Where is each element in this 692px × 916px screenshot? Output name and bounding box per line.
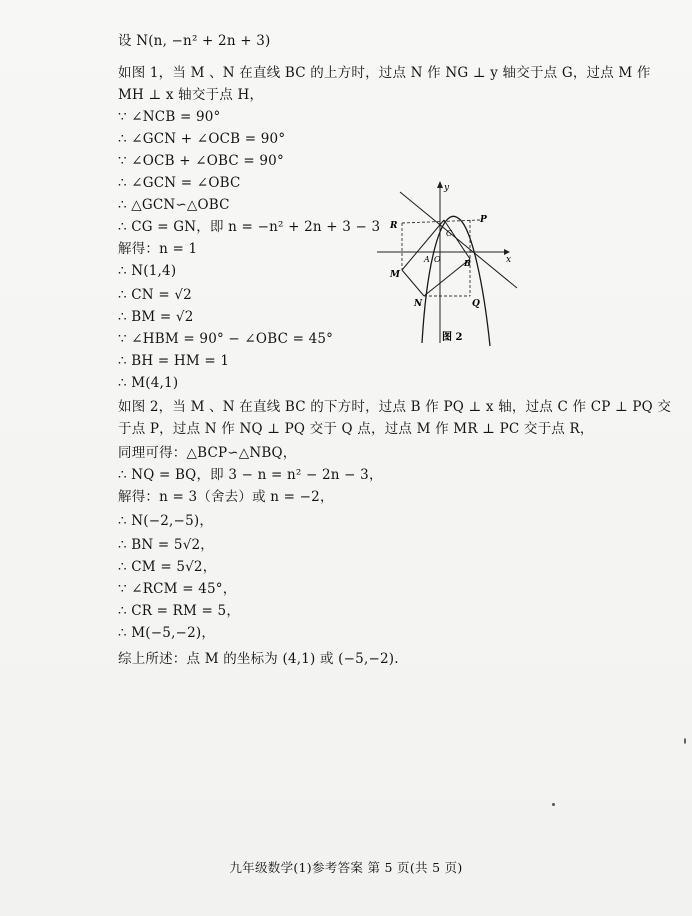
text-line: ∴ M(−5,−2)， (118, 625, 216, 641)
text-line: ∴ N(1,4) (118, 263, 177, 279)
text-line: MH ⊥ x 轴交于点 H， (118, 87, 264, 103)
y-axis-arrow (437, 181, 443, 188)
text-line: ∵ ∠RCM = 45°， (118, 581, 237, 597)
text-line: 设 N(n, −n² + 2n + 3) (118, 33, 271, 49)
text-line: ∴ BM = √2 (118, 309, 194, 325)
label-m: M (390, 270, 400, 280)
label-q: Q (472, 299, 480, 309)
text-line: ∴ BH = HM = 1 (118, 353, 230, 369)
line-mn (402, 270, 424, 296)
label-c: C (446, 229, 453, 238)
text-line: 同理可得：△BCP∽△NBQ， (118, 445, 297, 461)
text-line: 解得：n = 3（舍去）或 n = −2， (118, 489, 334, 505)
text-line: 于点 P，过点 N 作 NQ ⊥ PQ 交于 Q 点，过点 M 作 MR ⊥ PC 交于点 R， (118, 421, 594, 437)
text-line: 如图 1，当 M 、N 在直线 BC 的上方时，过点 N 作 NG ⊥ y 轴交于点 G，过点 M 作 (118, 65, 651, 81)
text-line: 综上所述：点 M 的坐标为 (4,1) 或 (−5,−2). (118, 651, 399, 667)
text-line: ∴ BN = 5√2， (118, 537, 214, 553)
scan-speck (552, 803, 555, 806)
text-line: ∵ ∠NCB = 90° (118, 109, 221, 125)
label-p: P (480, 215, 487, 225)
line-cb (444, 220, 470, 259)
label-b: B (464, 258, 471, 268)
text-line: 解得：n = 1 (118, 241, 198, 257)
label-x: x (506, 255, 512, 265)
line-through-b (400, 192, 517, 288)
text-line: ∴ CG = GN，即 n = −n² + 2n + 3 − 3 (118, 219, 381, 235)
scan-speck (684, 738, 686, 744)
text-line: ∴ ∠GCN + ∠OCB = 90° (118, 131, 286, 147)
text-line: ∴ NQ = BQ，即 3 − n = n² − 2n − 3， (118, 467, 383, 483)
parabola-curve (422, 216, 490, 346)
label-y: y (444, 183, 450, 193)
text-line: ∵ ∠HBM = 90° − ∠OBC = 45° (118, 331, 334, 347)
text-line: ∴ CN = √2 (118, 287, 192, 303)
figure-caption: 图 2 (442, 332, 463, 343)
geometry-figure (372, 178, 522, 353)
text-line: ∵ ∠OCB + ∠OBC = 90° (118, 153, 284, 169)
page-footer: 九年级数学(1)参考答案 第 5 页(共 5 页) (229, 860, 463, 875)
dashed-rp (402, 220, 480, 223)
text-line: ∴ M(4,1) (118, 375, 179, 391)
text-line: ∴ ∠GCN = ∠OBC (118, 175, 241, 191)
text-line: ∴ CR = RM = 5， (118, 603, 241, 619)
text-line: ∴ △GCN∽△OBC (118, 197, 230, 213)
text-line: ∴ N(−2,−5)， (118, 513, 214, 529)
text-line: 如图 2，当 M 、N 在直线 BC 的下方时，过点 B 作 PQ ⊥ x 轴，过点 C 作 CP ⊥ PQ 交 (118, 399, 672, 415)
label-n: N (414, 299, 423, 309)
label-o: O (434, 255, 441, 264)
label-r: R (390, 221, 398, 231)
label-a: A (424, 255, 430, 264)
text-line: ∴ CM = 5√2， (118, 559, 217, 575)
